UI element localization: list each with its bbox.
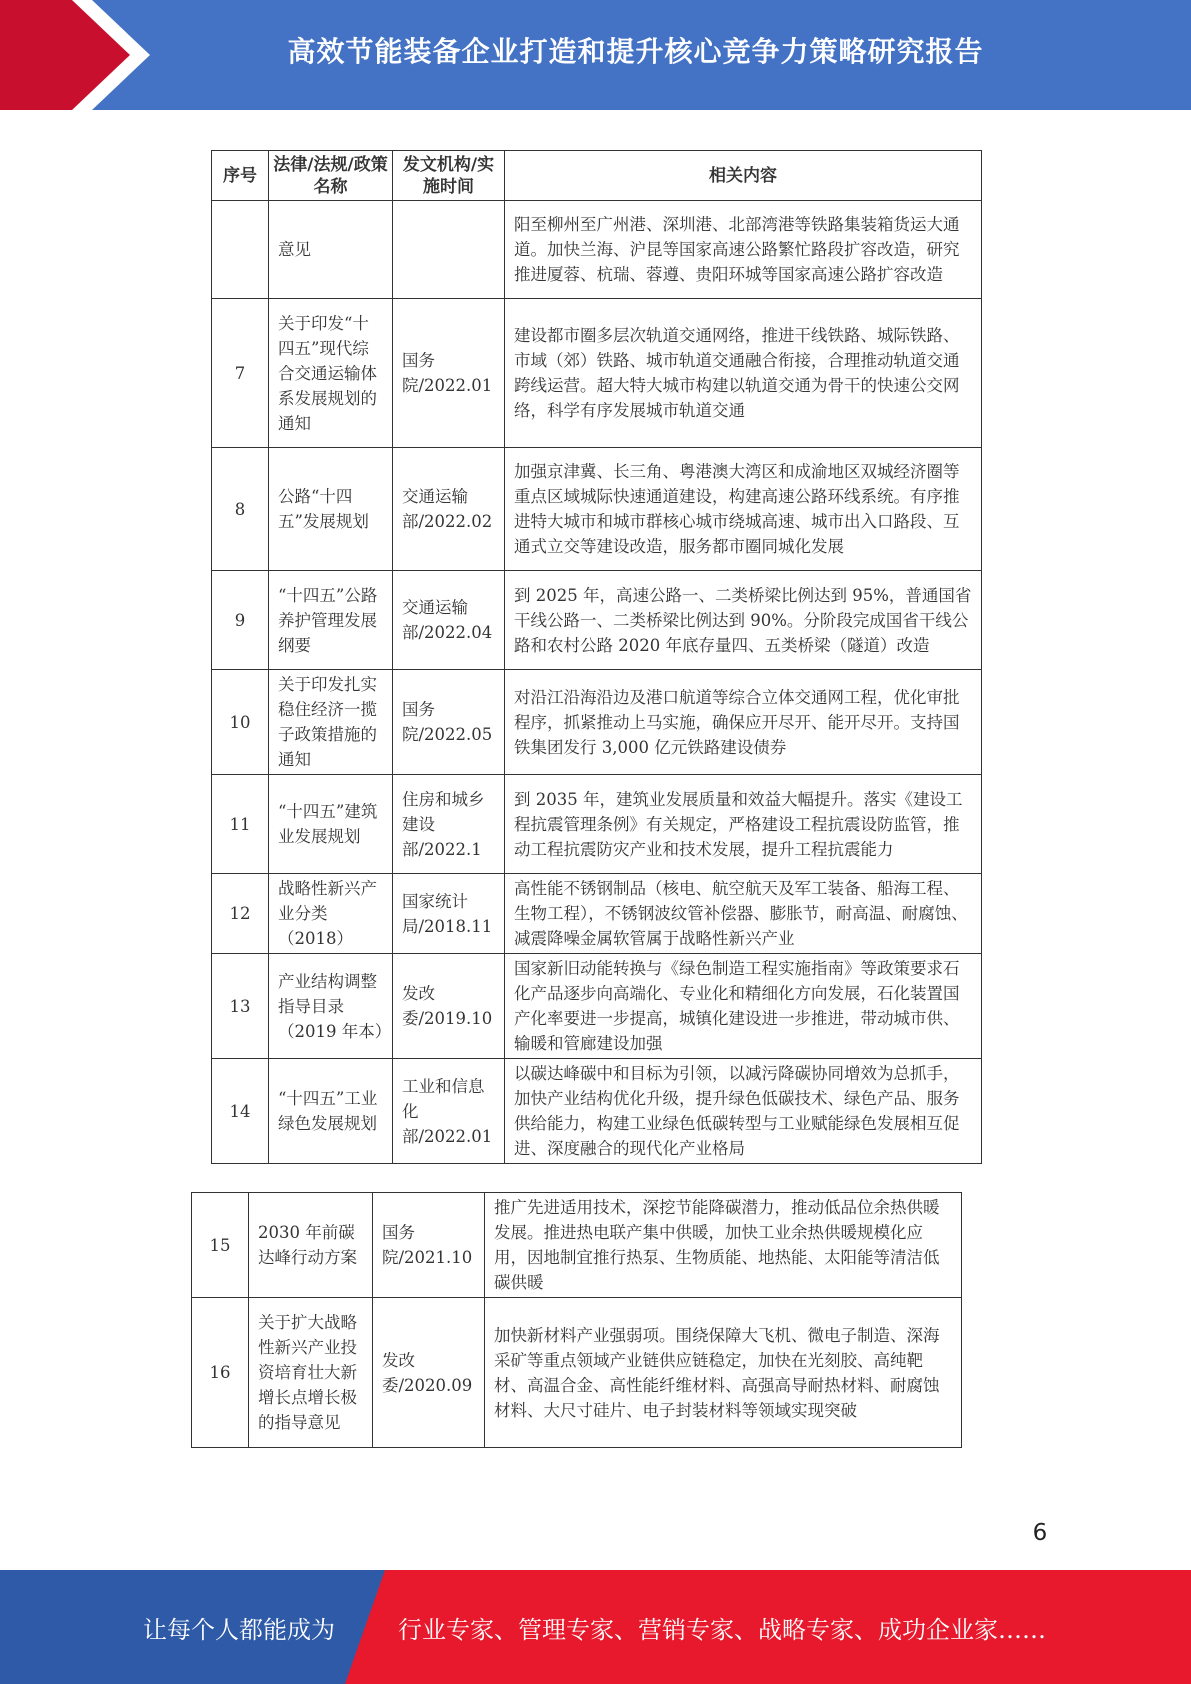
row-content: 加强京津冀、长三角、粤港澳大湾区和成渝地区双城经济圈等重点区域城际快速通道建设，构建高速公路环线系统。有序推进特大城市和城市群核心城市绕城高速、城市出入口路段、互通式立交等建设改造，服务都市圈同城化发展 xyxy=(505,448,982,571)
row-policy-name: “十四五”公路养护管理发展纲要 xyxy=(269,571,393,670)
table-row xyxy=(212,448,982,571)
row-issuer-date: 发改委/2020.09 xyxy=(373,1298,485,1448)
page-number: 6 xyxy=(1032,1520,1048,1546)
row-content: 到 2025 年，高速公路一、二类桥梁比例达到 95%，普通国省干线公路一、二类桥梁比例达到 90%。分阶段完成国省干线公路和农村公路 2020 年底存量四、五类桥梁（隧道）改造 xyxy=(505,571,982,670)
row-content: 以碳达峰碳中和目标为引领，以减污降碳协同增效为总抓手，加快产业结构优化升级，提升绿色低碳技术、绿色产品、服务供给能力，构建工业绿色低碳转型与工业赋能绿色发展相互促进、深度融合的现代化产业格局 xyxy=(505,1059,982,1164)
row-policy-name: 公路“十四五”发展规划 xyxy=(269,448,393,571)
row-number: 11 xyxy=(212,775,269,874)
row-issuer-date: 交通运输部/2022.04 xyxy=(393,571,505,670)
row-content: 阳至柳州至广州港、深圳港、北部湾港等铁路集装箱货运大通道。加快兰海、沪昆等国家高速公路繁忙路段扩容改造，研究推进厦蓉、杭瑞、蓉遵、贵阳环城等国家高速公路扩容改造 xyxy=(505,201,982,299)
row-number: 7 xyxy=(212,299,269,448)
header-issuer-date: 发文机构/实施时间 xyxy=(393,151,505,201)
header-number: 序号 xyxy=(212,151,269,201)
table-row xyxy=(212,775,982,874)
page-header xyxy=(0,0,1191,110)
table-row xyxy=(212,299,982,448)
row-content: 高性能不锈钢制品（核电、航空航天及军工装备、船海工程、生物工程），不锈钢波纹管补偿器、膨胀节，耐高温、耐腐蚀、减震降噪金属软管属于战略性新兴产业 xyxy=(505,874,982,954)
row-issuer-date xyxy=(393,201,505,299)
row-policy-name: 战略性新兴产业分类（2018） xyxy=(269,874,393,954)
row-issuer-date: 住房和城乡建设部/2022.1 xyxy=(393,775,505,874)
table-row xyxy=(212,954,982,1059)
row-number: 15 xyxy=(192,1193,249,1298)
row-issuer-date: 工业和信息化部/2022.01 xyxy=(393,1059,505,1164)
row-policy-name: 关于扩大战略性新兴产业投资培育壮大新增长点增长极的指导意见 xyxy=(249,1298,373,1448)
row-issuer-date: 国务院/2022.01 xyxy=(393,299,505,448)
table-row xyxy=(212,201,982,299)
row-issuer-date: 交通运输部/2022.02 xyxy=(393,448,505,571)
policy-table-2 xyxy=(191,1192,962,1448)
row-policy-name: 2030 年前碳达峰行动方案 xyxy=(249,1193,373,1298)
table-row xyxy=(212,1059,982,1164)
row-number: 16 xyxy=(192,1298,249,1448)
row-issuer-date: 国务院/2022.05 xyxy=(393,670,505,775)
row-number: 14 xyxy=(212,1059,269,1164)
row-number: 13 xyxy=(212,954,269,1059)
row-content: 国家新旧动能转换与《绿色制造工程实施指南》等政策要求石化产品逐步向高端化、专业化和精细化方向发展，石化装置国产化率要进一步提高，城镇化建设进一步推进，带动城市供、输暖和管廊建设加强 xyxy=(505,954,982,1059)
row-number: 8 xyxy=(212,448,269,571)
table-row xyxy=(192,1193,962,1298)
table-header-row xyxy=(212,151,982,201)
row-policy-name: 关于印发扎实稳住经济一揽子政策措施的通知 xyxy=(269,670,393,775)
table-row xyxy=(192,1298,962,1448)
table-row xyxy=(212,874,982,954)
row-issuer-date: 国务院/2021.10 xyxy=(373,1193,485,1298)
row-number: 9 xyxy=(212,571,269,670)
header-content: 相关内容 xyxy=(505,151,982,201)
row-content: 推广先进适用技术，深挖节能降碳潜力，推动低品位余热供暖发展。推进热电联产集中供暖，加快工业余热供暖规模化应用，因地制宜推行热泵、生物质能、地热能、太阳能等清洁低碳供暖 xyxy=(485,1193,962,1298)
row-number: 12 xyxy=(212,874,269,954)
row-content: 对沿江沿海沿边及港口航道等综合立体交通网工程，优化审批程序，抓紧推动上马实施，确保应开尽开、能开尽开。支持国铁集团发行 3,000 亿元铁路建设债券 xyxy=(505,670,982,775)
footer-slogan-left: 让每个人都能成为 xyxy=(143,1615,335,1644)
row-policy-name: 产业结构调整指导目录（2019 年本） xyxy=(269,954,393,1059)
row-issuer-date: 发改委/2019.10 xyxy=(393,954,505,1059)
row-number: 10 xyxy=(212,670,269,775)
row-policy-name: 关于印发“十四五”现代综合交通运输体系发展规划的通知 xyxy=(269,299,393,448)
header-red-arrow xyxy=(0,0,150,110)
row-content: 到 2035 年，建筑业发展质量和效益大幅提升。落实《建设工程抗震管理条例》有关规定，严格建设工程抗震设防监管，推动工程抗震防灾产业和技术发展，提升工程抗震能力 xyxy=(505,775,982,874)
row-number xyxy=(212,201,269,299)
page-footer xyxy=(0,1570,1191,1684)
policy-table-1 xyxy=(211,150,982,1164)
row-policy-name: 意见 xyxy=(269,201,393,299)
table-row xyxy=(212,670,982,775)
footer-slogan-right: 行业专家、管理专家、营销专家、战略专家、成功企业家…… xyxy=(398,1615,1046,1644)
header-policy-name: 法律/法规/政策名称 xyxy=(269,151,393,201)
report-title: 高效节能装备企业打造和提升核心竞争力策略研究报告 xyxy=(287,35,984,68)
row-issuer-date: 国家统计局/2018.11 xyxy=(393,874,505,954)
row-content: 加快新材料产业强弱项。围绕保障大飞机、微电子制造、深海采矿等重点领域产业链供应链稳定，加快在光刻胶、高纯靶材、高温合金、高性能纤维材料、高强高导耐热材料、耐腐蚀材料、大尺寸硅片、电子封装材料等领域实现突破 xyxy=(485,1298,962,1448)
row-policy-name: “十四五”工业绿色发展规划 xyxy=(269,1059,393,1164)
row-policy-name: “十四五”建筑业发展规划 xyxy=(269,775,393,874)
row-content: 建设都市圈多层次轨道交通网络，推进干线铁路、城际铁路、市域（郊）铁路、城市轨道交通融合衔接，合理推动轨道交通跨线运营。超大特大城市构建以轨道交通为骨干的快速公交网络，科学有序发展城市轨道交通 xyxy=(505,299,982,448)
table-row xyxy=(212,571,982,670)
